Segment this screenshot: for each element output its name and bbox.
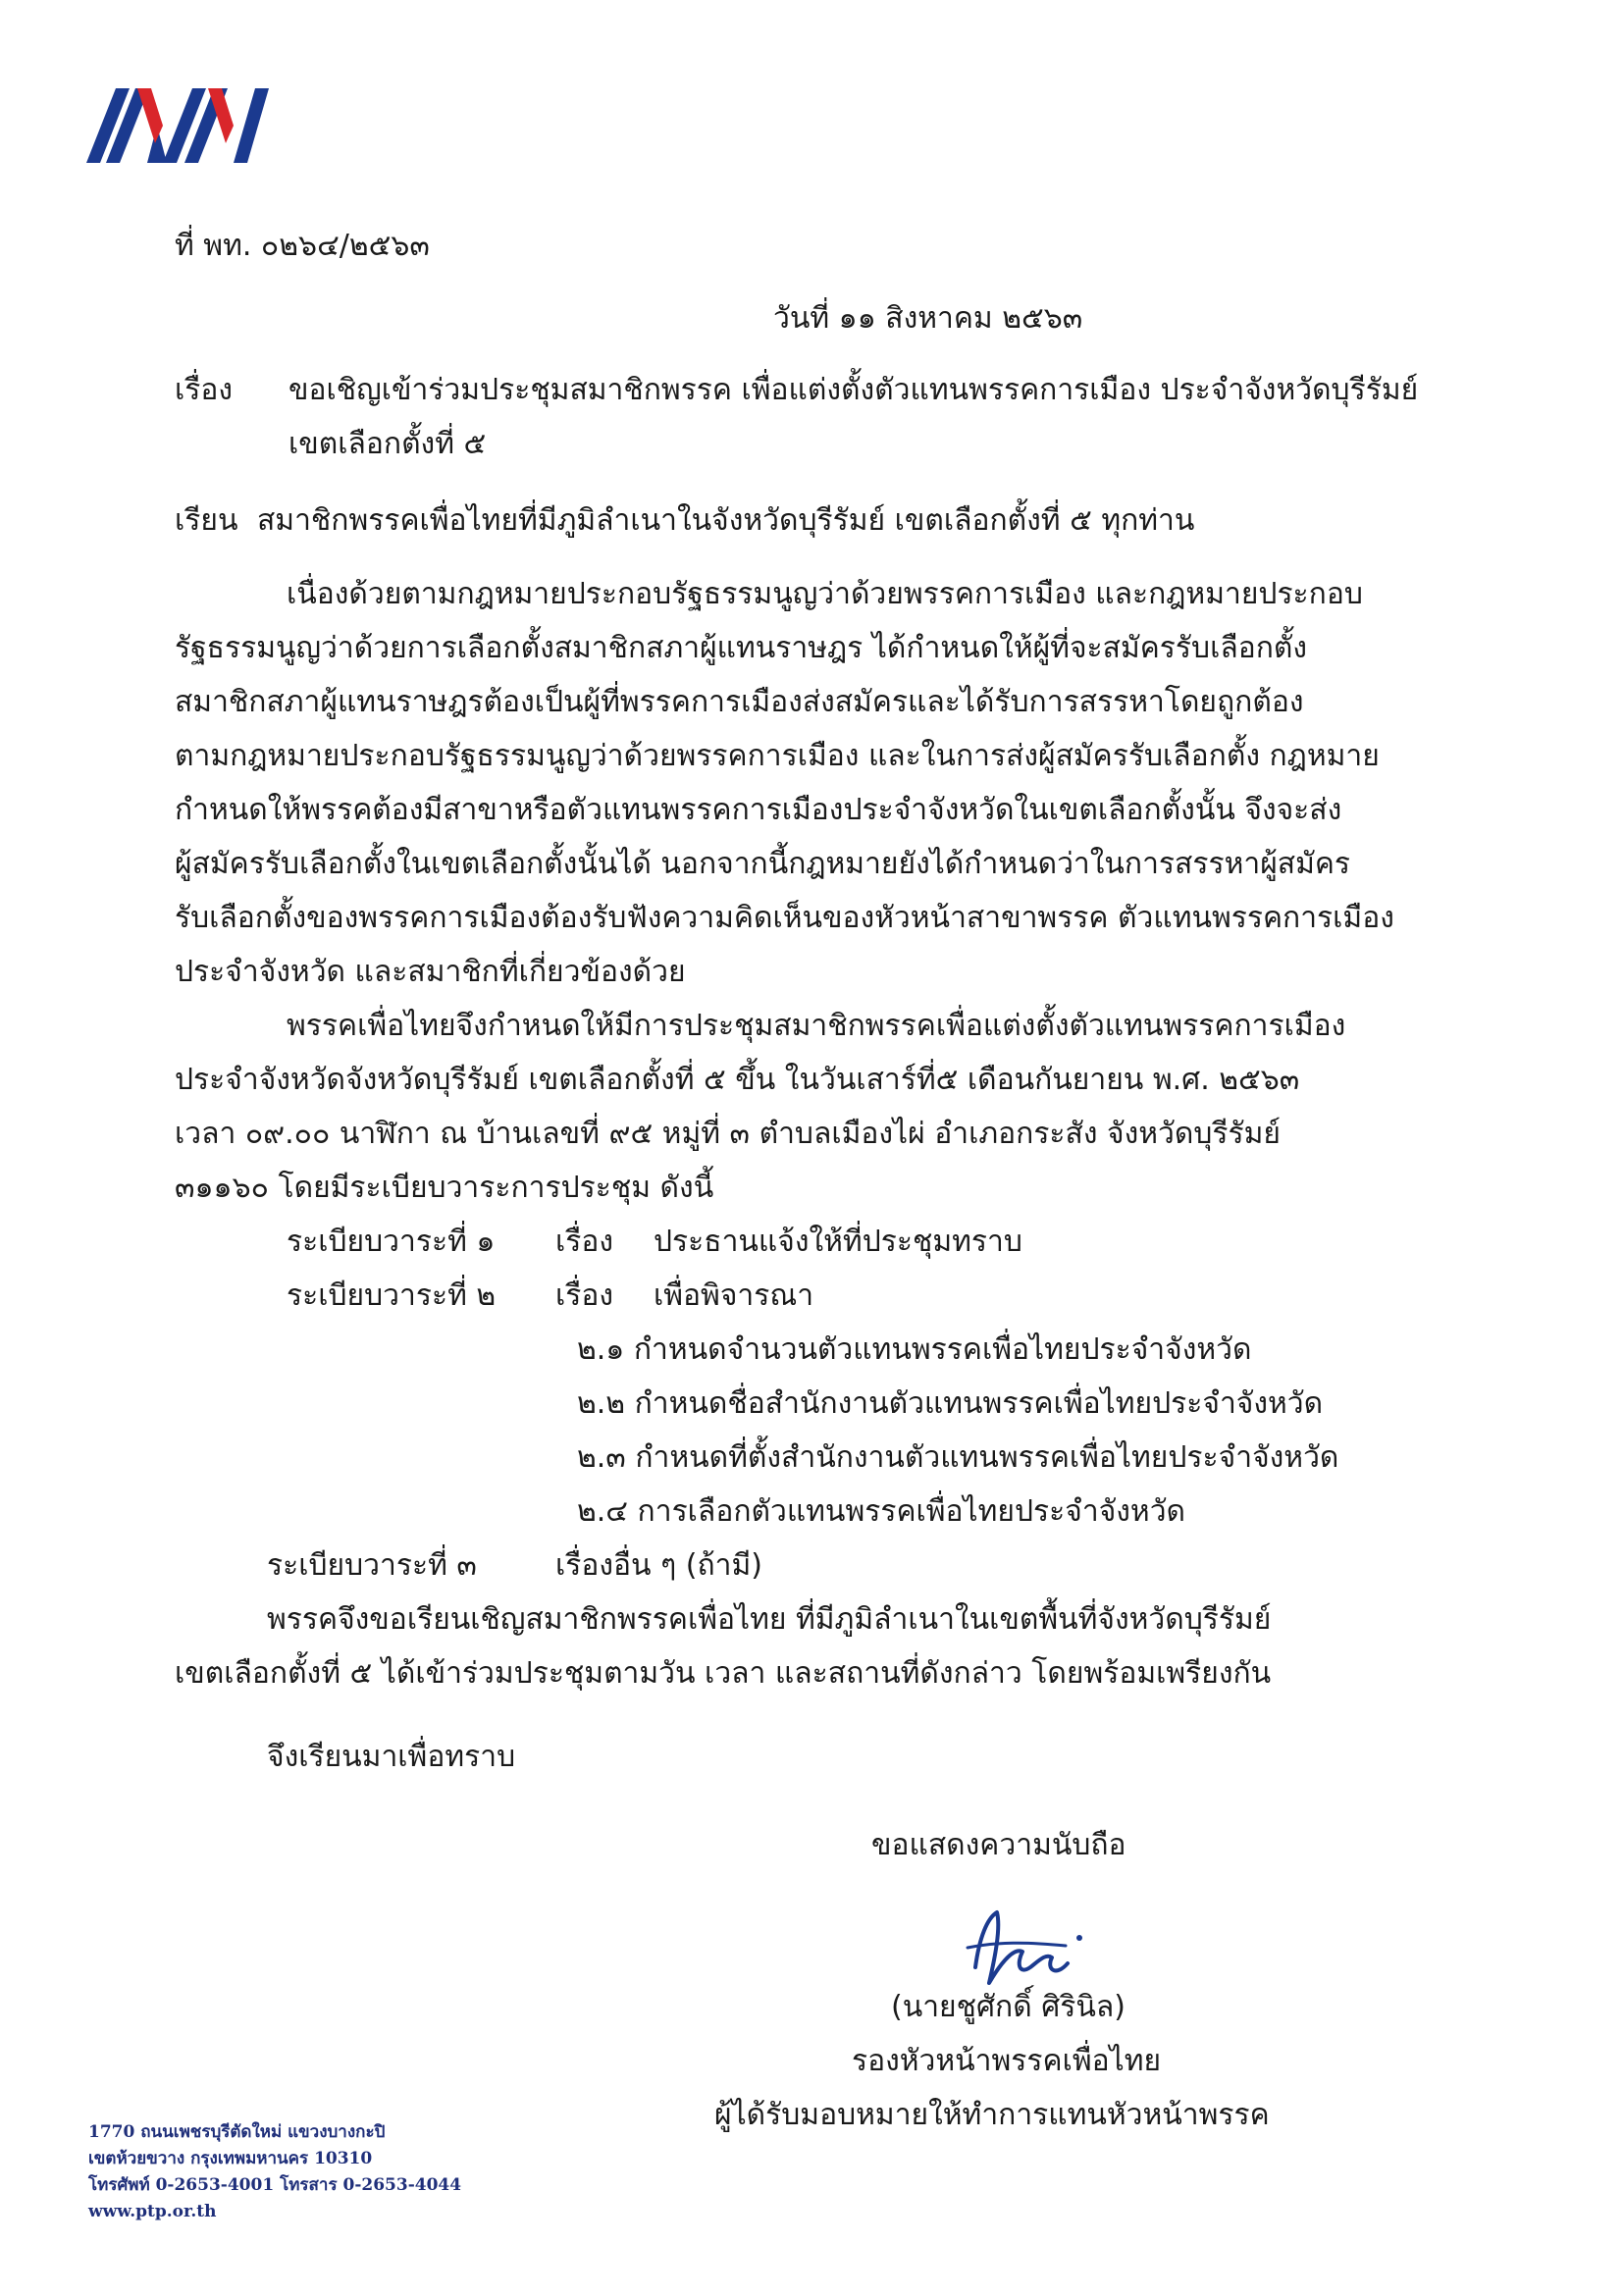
- signatory-title: รองหัวหน้าพรรคเพื่อไทย: [852, 2044, 1162, 2078]
- paragraph-2-line: พรรคเพื่อไทยจึงกำหนดให้มีการประชุมสมาชิกพรรคเพื่อแต่งตั้งตัวแทนพรรคการเมือง: [287, 1009, 1346, 1043]
- paragraph-1-line: ผู้สมัครรับเลือกตั้งในเขตเลือกตั้งนั้นได้ นอกจากนี้กฎหมายยังได้กำหนดว่าในการสรรหาผู้สมัคร: [175, 847, 1351, 881]
- agenda-2-label: ระเบียบวาระที่ ๒: [287, 1278, 497, 1313]
- paragraph-3-line: พรรคจึงขอเรียนเชิญสมาชิกพรรคเพื่อไทย ที่มีภูมิลำเนาในเขตพื้นที่จังหวัดบุรีรัมย์: [267, 1602, 1272, 1637]
- agenda-subitem: ๒.๓ กำหนดที่ตั้งสำนักงานตัวแทนพรรคเพื่อไทยประจำจังหวัด: [577, 1440, 1339, 1475]
- agenda-1-topic-label: เรื่อง: [555, 1225, 614, 1259]
- signatory-name: (นายชูศักดิ์ ศิรินิล): [891, 1990, 1126, 2024]
- paragraph-2-line: เวลา ๐๙.๐๐ นาฬิกา ณ บ้านเลขที่ ๙๕ หมู่ที่ ๓ ตำบลเมืองไผ่ อำเภอกระสัง จังหวัดบุรีรัมย์: [175, 1117, 1281, 1151]
- footer-address: [88, 2119, 461, 2225]
- agenda-2-topic-label: เรื่อง: [555, 1278, 614, 1313]
- signatory-authority: ผู้ได้รับมอบหมายให้ทำการแทนหัวหน้าพรรค: [714, 2098, 1270, 2132]
- handwritten-signature: [958, 1899, 1105, 1997]
- recipient-label: เรียน: [175, 503, 238, 538]
- agenda-subitem: ๒.๒ กำหนดชื่อสำนักงานตัวแทนพรรคเพื่อไทยประจำจังหวัด: [577, 1386, 1324, 1421]
- paragraph-1-line: เนื่องด้วยตามกฎหมายประกอบรัฐธรรมนูญว่าด้วยพรรคการเมือง และกฎหมายประกอบ: [287, 577, 1363, 611]
- footer-phone: โทรศัพท์ 0-2653-4001 โทรสาร 0-2653-4044: [88, 2175, 462, 2195]
- paragraph-3-line: เขตเลือกตั้งที่ ๕ ได้เข้าร่วมประชุมตามวัน เวลา และสถานที่ดังกล่าว โดยพร้อมเพรียงกัน: [175, 1656, 1272, 1691]
- agenda-1-topic: ประธานแจ้งให้ที่ประชุมทราบ: [654, 1225, 1022, 1259]
- subject-line-2: เขตเลือกตั้งที่ ๕: [288, 427, 487, 461]
- paragraph-1-line: ตามกฎหมายประกอบรัฐธรรมนูญว่าด้วยพรรคการเมือง และในการส่งผู้สมัครรับเลือกตั้ง กฎหมาย: [175, 739, 1380, 773]
- agenda-2-topic: เพื่อพิจารณา: [654, 1278, 814, 1313]
- agenda-1-label: ระเบียบวาระที่ ๑: [287, 1225, 496, 1259]
- paragraph-1-line: กำหนดให้พรรคต้องมีสาขาหรือตัวแทนพรรคการเมืองประจำจังหวัดในเขตเลือกตั้งนั้น จึงจะส่ง: [175, 793, 1342, 827]
- reference-number: ที่ พท. ๐๒๖๔/๒๕๖๓: [175, 229, 430, 263]
- subject-line-1: ขอเชิญเข้าร่วมประชุมสมาชิกพรรค เพื่อแต่งตั้งตัวแทนพรรคการเมือง ประจำจังหวัดบุรีรัมย์: [288, 373, 1419, 407]
- subject-label: เรื่อง: [175, 373, 234, 407]
- paragraph-1-line: ประจำจังหวัด และสมาชิกที่เกี่ยวข้องด้วย: [175, 955, 686, 989]
- agenda-subitem: ๒.๑ กำหนดจำนวนตัวแทนพรรคเพื่อไทยประจำจังหวัด: [577, 1332, 1252, 1367]
- footer-address-line-2: เขตห้วยขวาง กรุงเทพมหานคร 10310: [88, 2149, 373, 2168]
- footer-website: www.ptp.or.th: [88, 2202, 217, 2221]
- closing-line: จึงเรียนมาเพื่อทราบ: [267, 1740, 516, 1774]
- agenda-subitem: ๒.๔ การเลือกตัวแทนพรรคเพื่อไทยประจำจังหวัด: [577, 1494, 1186, 1529]
- paragraph-1-line: รัฐธรรมนูญว่าด้วยการเลือกตั้งสมาชิกสภาผู้แทนราษฎร ได้กำหนดให้ผู้ที่จะสมัครรับเลือกตั้ง: [175, 631, 1308, 665]
- party-logo: [86, 86, 273, 165]
- paragraph-1-line: สมาชิกสภาผู้แทนราษฎรต้องเป็นผู้ที่พรรคการเมืองส่งสมัครและได้รับการสรรหาโดยถูกต้อง: [175, 685, 1304, 719]
- letter-date: วันที่ ๑๑ สิงหาคม ๒๕๖๓: [773, 301, 1083, 336]
- agenda-3-label: ระเบียบวาระที่ ๓: [267, 1548, 477, 1583]
- footer-address-line-1: 1770 ถนนเพชรบุรีตัดใหม่ แขวงบางกะปิ: [88, 2122, 386, 2142]
- regards-text: ขอแสดงความนับถือ: [871, 1828, 1126, 1862]
- paragraph-1-line: รับเลือกตั้งของพรรคการเมืองต้องรับฟังความคิดเห็นของหัวหน้าสาขาพรรค ตัวแทนพรรคการเมือง: [175, 901, 1394, 935]
- paragraph-2-line: ๓๑๑๖๐ โดยมีระเบียบวาระการประชุม ดังนี้: [175, 1171, 714, 1205]
- agenda-3-topic: เรื่องอื่น ๆ (ถ้ามี): [555, 1548, 762, 1583]
- paragraph-2-line: ประจำจังหวัดจังหวัดบุรีรัมย์ เขตเลือกตั้งที่ ๕ ขึ้น ในวันเสาร์ที่๕ เดือนกันยายน พ.ศ. ๒๕๖๓: [175, 1063, 1300, 1097]
- recipient-text: สมาชิกพรรคเพื่อไทยที่มีภูมิลำเนาในจังหวัดบุรีรัมย์ เขตเลือกตั้งที่ ๕ ทุกท่าน: [257, 503, 1195, 538]
